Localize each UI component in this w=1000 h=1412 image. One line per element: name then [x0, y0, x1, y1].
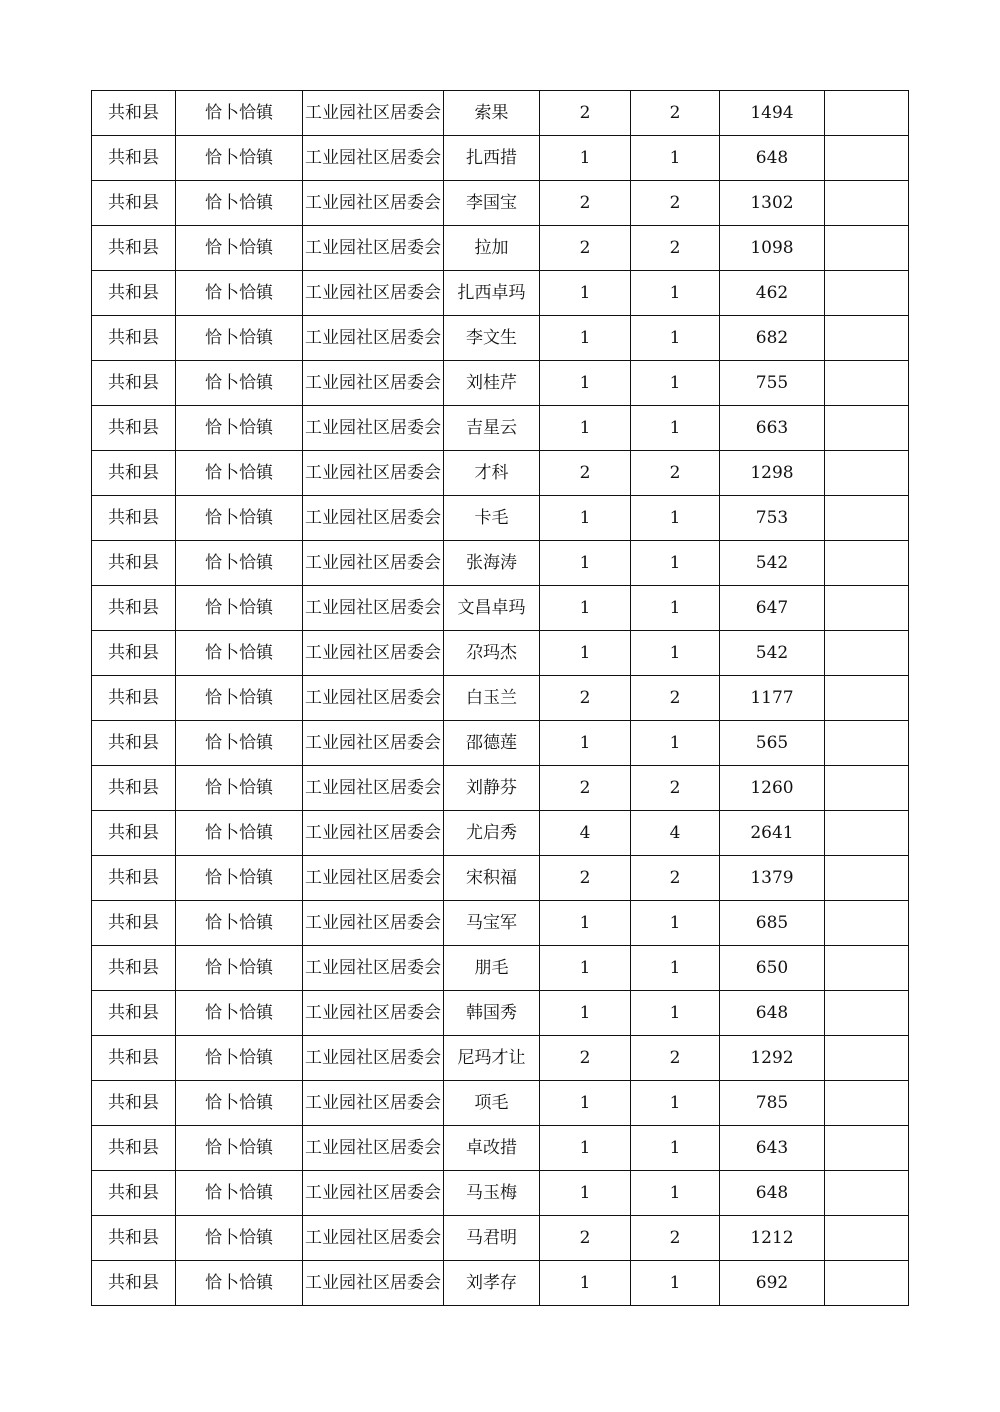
cell-committee: 工业园社区居委会 [303, 631, 444, 676]
cell-persons: 1 [631, 1126, 720, 1171]
cell-town: 恰卜恰镇 [176, 631, 303, 676]
cell-town: 恰卜恰镇 [176, 856, 303, 901]
cell-persons: 2 [631, 451, 720, 496]
cell-committee: 工业园社区居委会 [303, 766, 444, 811]
cell-amount: 648 [720, 1171, 825, 1216]
cell-remark [825, 271, 909, 316]
cell-persons: 1 [631, 136, 720, 181]
cell-amount: 755 [720, 361, 825, 406]
cell-name: 索果 [444, 91, 540, 136]
cell-households: 1 [540, 136, 631, 181]
cell-county: 共和县 [92, 496, 176, 541]
cell-remark [825, 991, 909, 1036]
cell-name: 吉星云 [444, 406, 540, 451]
cell-committee: 工业园社区居委会 [303, 1261, 444, 1306]
cell-name: 刘桂芹 [444, 361, 540, 406]
table-row [92, 91, 909, 136]
cell-committee: 工业园社区居委会 [303, 316, 444, 361]
table-row [92, 631, 909, 676]
cell-remark [825, 1126, 909, 1171]
table-row [92, 1171, 909, 1216]
cell-committee: 工业园社区居委会 [303, 811, 444, 856]
cell-persons: 2 [631, 766, 720, 811]
cell-remark [825, 361, 909, 406]
cell-amount: 565 [720, 721, 825, 766]
cell-town: 恰卜恰镇 [176, 1081, 303, 1126]
cell-county: 共和县 [92, 811, 176, 856]
cell-town: 恰卜恰镇 [176, 226, 303, 271]
cell-name: 项毛 [444, 1081, 540, 1126]
cell-county: 共和县 [92, 271, 176, 316]
cell-committee: 工业园社区居委会 [303, 1036, 444, 1081]
cell-county: 共和县 [92, 316, 176, 361]
table-row [92, 271, 909, 316]
cell-town: 恰卜恰镇 [176, 1036, 303, 1081]
roster-table [91, 90, 909, 1306]
table-row [92, 406, 909, 451]
cell-households: 4 [540, 811, 631, 856]
cell-persons: 2 [631, 856, 720, 901]
cell-name: 拉加 [444, 226, 540, 271]
cell-persons: 1 [631, 946, 720, 991]
table-row [92, 541, 909, 586]
table-row [92, 586, 909, 631]
cell-town: 恰卜恰镇 [176, 91, 303, 136]
cell-persons: 4 [631, 811, 720, 856]
cell-town: 恰卜恰镇 [176, 271, 303, 316]
cell-name: 白玉兰 [444, 676, 540, 721]
cell-households: 2 [540, 181, 631, 226]
cell-remark [825, 721, 909, 766]
cell-county: 共和县 [92, 1081, 176, 1126]
table-row [92, 946, 909, 991]
cell-persons: 2 [631, 91, 720, 136]
cell-persons: 1 [631, 631, 720, 676]
cell-persons: 2 [631, 181, 720, 226]
cell-remark [825, 1081, 909, 1126]
cell-households: 1 [540, 316, 631, 361]
cell-town: 恰卜恰镇 [176, 721, 303, 766]
cell-name: 马宝军 [444, 901, 540, 946]
cell-households: 1 [540, 541, 631, 586]
cell-households: 1 [540, 991, 631, 1036]
cell-county: 共和县 [92, 1036, 176, 1081]
cell-county: 共和县 [92, 766, 176, 811]
cell-name: 文昌卓玛 [444, 586, 540, 631]
cell-households: 1 [540, 1081, 631, 1126]
cell-name: 尼玛才让 [444, 1036, 540, 1081]
cell-households: 2 [540, 676, 631, 721]
cell-committee: 工业园社区居委会 [303, 271, 444, 316]
table-row [92, 1126, 909, 1171]
cell-persons: 1 [631, 316, 720, 361]
cell-name: 卓改措 [444, 1126, 540, 1171]
cell-name: 李文生 [444, 316, 540, 361]
cell-households: 2 [540, 1216, 631, 1261]
cell-town: 恰卜恰镇 [176, 676, 303, 721]
cell-name: 宋积福 [444, 856, 540, 901]
cell-town: 恰卜恰镇 [176, 1171, 303, 1216]
cell-committee: 工业园社区居委会 [303, 361, 444, 406]
table-row [92, 1261, 909, 1306]
cell-committee: 工业园社区居委会 [303, 451, 444, 496]
cell-amount: 650 [720, 946, 825, 991]
cell-town: 恰卜恰镇 [176, 316, 303, 361]
cell-name: 扎西卓玛 [444, 271, 540, 316]
cell-households: 1 [540, 406, 631, 451]
cell-amount: 2641 [720, 811, 825, 856]
cell-remark [825, 91, 909, 136]
cell-county: 共和县 [92, 226, 176, 271]
cell-households: 1 [540, 901, 631, 946]
cell-households: 1 [540, 1171, 631, 1216]
cell-households: 1 [540, 496, 631, 541]
cell-committee: 工业园社区居委会 [303, 226, 444, 271]
cell-remark [825, 676, 909, 721]
cell-amount: 753 [720, 496, 825, 541]
cell-committee: 工业园社区居委会 [303, 721, 444, 766]
table-row [92, 1081, 909, 1126]
cell-name: 尕玛杰 [444, 631, 540, 676]
cell-county: 共和县 [92, 181, 176, 226]
cell-amount: 542 [720, 541, 825, 586]
cell-name: 扎西措 [444, 136, 540, 181]
table-row [92, 766, 909, 811]
cell-name: 尤启秀 [444, 811, 540, 856]
cell-town: 恰卜恰镇 [176, 1216, 303, 1261]
cell-town: 恰卜恰镇 [176, 586, 303, 631]
cell-households: 2 [540, 451, 631, 496]
cell-persons: 1 [631, 991, 720, 1036]
cell-persons: 2 [631, 676, 720, 721]
cell-county: 共和县 [92, 946, 176, 991]
cell-town: 恰卜恰镇 [176, 901, 303, 946]
cell-committee: 工业园社区居委会 [303, 496, 444, 541]
cell-amount: 1298 [720, 451, 825, 496]
table-row [92, 991, 909, 1036]
cell-committee: 工业园社区居委会 [303, 1216, 444, 1261]
cell-committee: 工业园社区居委会 [303, 991, 444, 1036]
cell-town: 恰卜恰镇 [176, 541, 303, 586]
cell-remark [825, 181, 909, 226]
cell-county: 共和县 [92, 721, 176, 766]
cell-committee: 工业园社区居委会 [303, 856, 444, 901]
cell-county: 共和县 [92, 901, 176, 946]
table-row [92, 181, 909, 226]
cell-amount: 1292 [720, 1036, 825, 1081]
cell-households: 1 [540, 1126, 631, 1171]
cell-committee: 工业园社区居委会 [303, 1081, 444, 1126]
cell-committee: 工业园社区居委会 [303, 91, 444, 136]
table-row [92, 136, 909, 181]
cell-name: 韩国秀 [444, 991, 540, 1036]
cell-households: 1 [540, 631, 631, 676]
cell-county: 共和县 [92, 676, 176, 721]
cell-town: 恰卜恰镇 [176, 946, 303, 991]
cell-persons: 1 [631, 1261, 720, 1306]
cell-remark [825, 541, 909, 586]
table-row [92, 496, 909, 541]
cell-remark [825, 451, 909, 496]
cell-amount: 663 [720, 406, 825, 451]
cell-amount: 542 [720, 631, 825, 676]
cell-remark [825, 1216, 909, 1261]
cell-committee: 工业园社区居委会 [303, 901, 444, 946]
cell-amount: 1212 [720, 1216, 825, 1261]
cell-committee: 工业园社区居委会 [303, 586, 444, 631]
cell-persons: 2 [631, 226, 720, 271]
cell-persons: 1 [631, 496, 720, 541]
cell-remark [825, 811, 909, 856]
cell-county: 共和县 [92, 91, 176, 136]
cell-name: 卡毛 [444, 496, 540, 541]
cell-county: 共和县 [92, 136, 176, 181]
table-row [92, 316, 909, 361]
cell-amount: 692 [720, 1261, 825, 1306]
cell-county: 共和县 [92, 631, 176, 676]
cell-households: 1 [540, 1261, 631, 1306]
cell-county: 共和县 [92, 856, 176, 901]
cell-households: 1 [540, 586, 631, 631]
table-row [92, 676, 909, 721]
cell-county: 共和县 [92, 451, 176, 496]
cell-households: 1 [540, 721, 631, 766]
cell-committee: 工业园社区居委会 [303, 541, 444, 586]
cell-county: 共和县 [92, 1261, 176, 1306]
cell-name: 马玉梅 [444, 1171, 540, 1216]
cell-committee: 工业园社区居委会 [303, 676, 444, 721]
cell-county: 共和县 [92, 586, 176, 631]
cell-committee: 工业园社区居委会 [303, 946, 444, 991]
cell-remark [825, 631, 909, 676]
cell-name: 刘静芬 [444, 766, 540, 811]
cell-remark [825, 901, 909, 946]
cell-amount: 462 [720, 271, 825, 316]
roster-body [92, 91, 909, 1306]
cell-persons: 1 [631, 586, 720, 631]
cell-county: 共和县 [92, 991, 176, 1036]
cell-remark [825, 1036, 909, 1081]
table-row [92, 361, 909, 406]
cell-persons: 1 [631, 406, 720, 451]
cell-households: 2 [540, 1036, 631, 1081]
cell-persons: 1 [631, 271, 720, 316]
cell-town: 恰卜恰镇 [176, 1261, 303, 1306]
table-row [92, 1216, 909, 1261]
cell-amount: 1494 [720, 91, 825, 136]
cell-remark [825, 1171, 909, 1216]
table-row [92, 1036, 909, 1081]
cell-households: 2 [540, 91, 631, 136]
cell-county: 共和县 [92, 361, 176, 406]
cell-town: 恰卜恰镇 [176, 991, 303, 1036]
cell-households: 2 [540, 226, 631, 271]
cell-persons: 1 [631, 721, 720, 766]
cell-name: 才科 [444, 451, 540, 496]
cell-amount: 647 [720, 586, 825, 631]
table-row [92, 721, 909, 766]
cell-town: 恰卜恰镇 [176, 496, 303, 541]
cell-county: 共和县 [92, 1216, 176, 1261]
cell-remark [825, 226, 909, 271]
cell-town: 恰卜恰镇 [176, 136, 303, 181]
cell-persons: 2 [631, 1216, 720, 1261]
cell-amount: 1098 [720, 226, 825, 271]
cell-households: 2 [540, 856, 631, 901]
cell-name: 邵德莲 [444, 721, 540, 766]
cell-households: 1 [540, 361, 631, 406]
cell-amount: 682 [720, 316, 825, 361]
cell-amount: 1379 [720, 856, 825, 901]
table-row [92, 811, 909, 856]
cell-persons: 1 [631, 361, 720, 406]
cell-county: 共和县 [92, 541, 176, 586]
table-row [92, 856, 909, 901]
cell-households: 2 [540, 766, 631, 811]
cell-persons: 1 [631, 901, 720, 946]
cell-town: 恰卜恰镇 [176, 766, 303, 811]
cell-committee: 工业园社区居委会 [303, 181, 444, 226]
cell-remark [825, 586, 909, 631]
cell-town: 恰卜恰镇 [176, 181, 303, 226]
cell-amount: 1302 [720, 181, 825, 226]
cell-persons: 1 [631, 541, 720, 586]
cell-persons: 2 [631, 1036, 720, 1081]
cell-amount: 1260 [720, 766, 825, 811]
table-row [92, 451, 909, 496]
cell-amount: 648 [720, 136, 825, 181]
cell-amount: 785 [720, 1081, 825, 1126]
cell-committee: 工业园社区居委会 [303, 1171, 444, 1216]
cell-town: 恰卜恰镇 [176, 406, 303, 451]
cell-name: 李国宝 [444, 181, 540, 226]
cell-committee: 工业园社区居委会 [303, 406, 444, 451]
cell-amount: 648 [720, 991, 825, 1036]
cell-committee: 工业园社区居委会 [303, 136, 444, 181]
cell-county: 共和县 [92, 1126, 176, 1171]
cell-remark [825, 496, 909, 541]
cell-remark [825, 136, 909, 181]
table-row [92, 901, 909, 946]
cell-town: 恰卜恰镇 [176, 811, 303, 856]
cell-persons: 1 [631, 1171, 720, 1216]
cell-remark [825, 316, 909, 361]
cell-committee: 工业园社区居委会 [303, 1126, 444, 1171]
cell-remark [825, 946, 909, 991]
cell-remark [825, 1261, 909, 1306]
cell-remark [825, 856, 909, 901]
cell-town: 恰卜恰镇 [176, 1126, 303, 1171]
cell-remark [825, 766, 909, 811]
table-row [92, 226, 909, 271]
cell-name: 朋毛 [444, 946, 540, 991]
cell-county: 共和县 [92, 1171, 176, 1216]
cell-persons: 1 [631, 1081, 720, 1126]
cell-amount: 1177 [720, 676, 825, 721]
cell-amount: 643 [720, 1126, 825, 1171]
cell-households: 1 [540, 271, 631, 316]
cell-town: 恰卜恰镇 [176, 451, 303, 496]
cell-town: 恰卜恰镇 [176, 361, 303, 406]
cell-households: 1 [540, 946, 631, 991]
cell-amount: 685 [720, 901, 825, 946]
cell-name: 刘孝存 [444, 1261, 540, 1306]
cell-name: 马君明 [444, 1216, 540, 1261]
cell-name: 张海涛 [444, 541, 540, 586]
cell-remark [825, 406, 909, 451]
cell-county: 共和县 [92, 406, 176, 451]
